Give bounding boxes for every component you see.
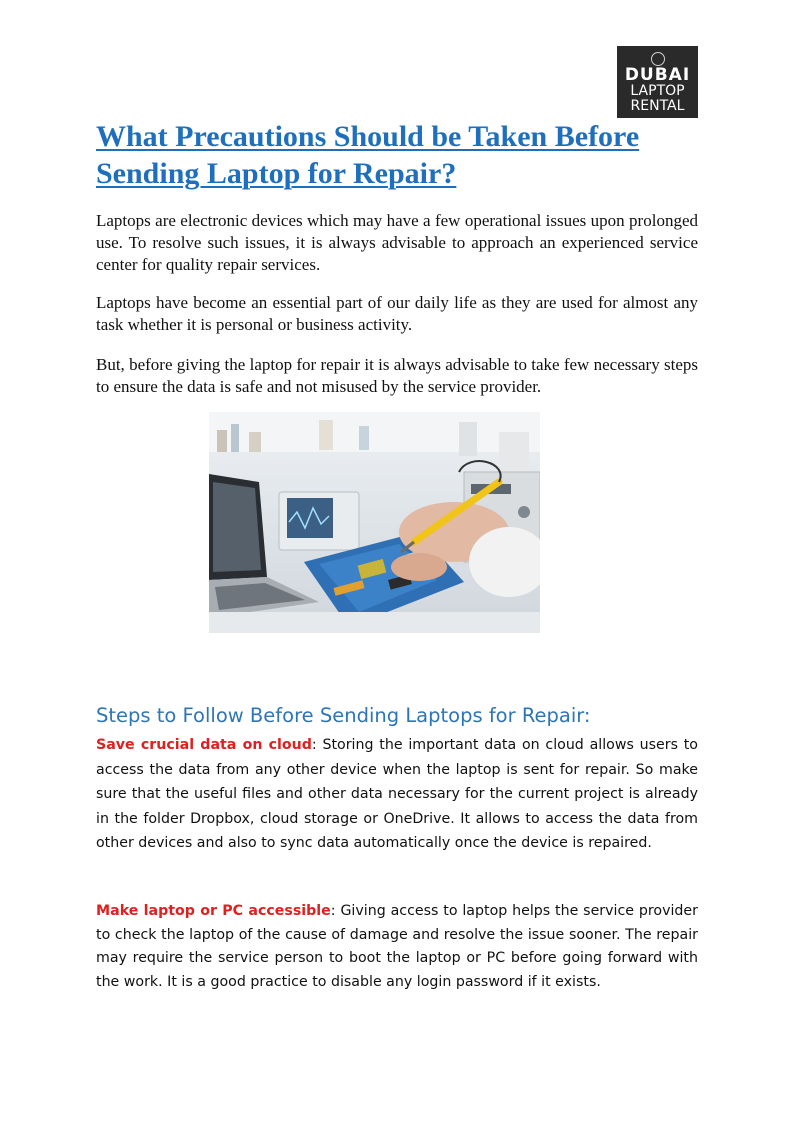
- step-2-text: : Giving access to laptop helps the service provider to check the laptop of the cause of damage and resolve the issue sooner. The repair may require the service person to boot the laptop or PC before going forward with the work. It is a good practice to disable any login password if it exists.: [96, 903, 698, 990]
- logo-line-3: RENTAL: [630, 98, 685, 114]
- logo-emblem-icon: [651, 52, 665, 66]
- intro-paragraph-3: But, before giving the laptop for repair it is always advisable to take few necessary steps to ensure the data is safe and not misused by the service provider.: [96, 355, 698, 396]
- document-title: What Precautions Should be Taken Before Sending Laptop for Repair?: [96, 120, 640, 190]
- steps-heading: Steps to Follow Before Sending Laptops for Repair:: [96, 704, 591, 727]
- intro-paragraph-1: Laptops are electronic devices which may have a few operational issues upon prolonged use. To resolve such issues, it is always advisable to approach an experienced service center for quality repair services.: [96, 211, 698, 274]
- logo-line-2: LAPTOP: [630, 83, 685, 99]
- step-make-laptop-accessible: [96, 900, 698, 994]
- intro-paragraph-2: Laptops have become an essential part of our daily life as they are used for almost any task whether it is personal or business activity.: [96, 293, 698, 334]
- laptop-repair-photo: [209, 412, 540, 633]
- logo-line-1: DUBAI: [624, 65, 691, 85]
- step-1-lead: Save crucial data on cloud: [96, 737, 312, 753]
- step-2-lead: Make laptop or PC accessible: [96, 903, 331, 919]
- step-save-data-cloud: [96, 733, 698, 856]
- step-1-text: : Storing the important data on cloud allows users to access the data from any other device when the laptop is sent for repair. So make sure that the useful files and other data necessary for the current project is already in the folder Dropbox, cloud storage or OneDrive. It allows to access the data from other devices and also to sync data automatically once the device is repaired.: [96, 737, 698, 851]
- dubai-laptop-rental-logo: [617, 46, 698, 118]
